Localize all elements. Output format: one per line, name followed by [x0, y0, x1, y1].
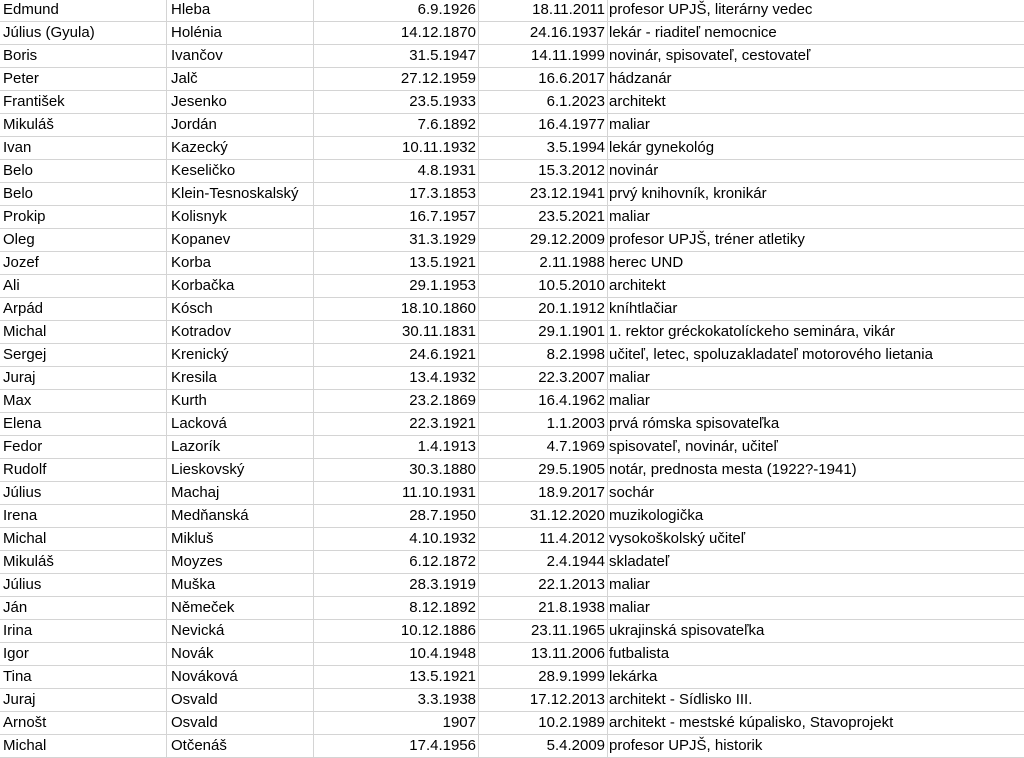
table-row: [0, 298, 1024, 321]
cell-death-date[interactable]: 10.2.1989: [538, 714, 605, 731]
table-row: [0, 390, 1024, 413]
table-row: [0, 413, 1024, 436]
cell-occupation[interactable]: prvý knihovník, kronikár: [609, 185, 767, 202]
cell-first-name[interactable]: František: [3, 93, 65, 110]
cell-first-name[interactable]: Sergej: [3, 346, 47, 363]
cell-birth-date[interactable]: 8.12.1892: [409, 599, 476, 616]
cell-first-name[interactable]: Arpád: [3, 300, 44, 317]
cell-last-name[interactable]: Korba: [171, 254, 212, 271]
cell-first-name[interactable]: Mikuláš: [3, 553, 54, 570]
cell-first-name[interactable]: Oleg: [3, 231, 35, 248]
table-row: [0, 206, 1024, 229]
table-row: [0, 252, 1024, 275]
table-row: [0, 482, 1024, 505]
cell-first-name[interactable]: Igor: [3, 645, 29, 662]
cell-first-name[interactable]: Elena: [3, 415, 42, 432]
cell-occupation[interactable]: novinár, spisovateľ, cestovateľ: [609, 47, 811, 64]
cell-occupation[interactable]: vysokoškolský učiteľ: [609, 530, 746, 547]
cell-first-name[interactable]: Jozef: [3, 254, 39, 271]
cell-birth-date[interactable]: 6.12.1872: [409, 553, 476, 570]
cell-occupation[interactable]: futbalista: [609, 645, 670, 662]
cell-death-date[interactable]: 3.5.1994: [546, 139, 605, 156]
cell-birth-date[interactable]: 17.4.1956: [409, 737, 476, 754]
cell-occupation[interactable]: maliar: [609, 116, 650, 133]
cell-occupation[interactable]: ukrajinská spisovateľka: [609, 622, 765, 639]
cell-death-date[interactable]: 16.6.2017: [538, 70, 605, 87]
cell-occupation[interactable]: skladateľ: [609, 553, 670, 570]
cell-last-name[interactable]: Kósch: [171, 300, 213, 317]
cell-last-name[interactable]: Kazecký: [171, 139, 228, 156]
cell-occupation[interactable]: novinár: [609, 162, 659, 179]
table-row: [0, 666, 1024, 689]
cell-occupation[interactable]: herec UND: [609, 254, 684, 271]
cell-first-name[interactable]: Ivan: [3, 139, 32, 156]
cell-birth-date[interactable]: 24.6.1921: [409, 346, 476, 363]
cell-last-name[interactable]: Jalč: [171, 70, 198, 87]
cell-death-date[interactable]: 16.4.1977: [538, 116, 605, 133]
cell-occupation[interactable]: maliar: [609, 392, 650, 409]
cell-first-name[interactable]: Peter: [3, 70, 39, 87]
cell-occupation[interactable]: spisovateľ, novinár, učiteľ: [609, 438, 778, 455]
table-row: [0, 643, 1024, 666]
cell-first-name[interactable]: Juraj: [3, 369, 36, 386]
cell-last-name[interactable]: Osvald: [171, 714, 218, 731]
cell-first-name[interactable]: Ján: [3, 599, 28, 616]
cell-occupation[interactable]: lekárka: [609, 668, 658, 685]
cell-occupation[interactable]: maliar: [609, 599, 650, 616]
cell-occupation[interactable]: lekár - riaditeľ nemocnice: [609, 24, 777, 41]
cell-first-name[interactable]: Mikuláš: [3, 116, 54, 133]
cell-death-date[interactable]: 13.11.2006: [531, 645, 605, 662]
cell-last-name[interactable]: Holénia: [171, 24, 222, 41]
cell-last-name[interactable]: Keseličko: [171, 162, 236, 179]
cell-death-date[interactable]: 20.1.1912: [538, 300, 605, 317]
cell-death-date[interactable]: 22.1.2013: [538, 576, 605, 593]
cell-birth-date[interactable]: 10.12.1886: [400, 622, 476, 639]
cell-birth-date[interactable]: 18.10.1860: [400, 300, 476, 317]
cell-birth-date[interactable]: 30.11.1831: [402, 323, 476, 340]
cell-birth-date[interactable]: 1907: [442, 714, 476, 731]
cell-last-name[interactable]: Moyzes: [171, 553, 223, 570]
cell-death-date[interactable]: 16.4.1962: [538, 392, 605, 409]
cell-last-name[interactable]: Medňanská: [171, 507, 249, 524]
cell-last-name[interactable]: Nevická: [171, 622, 225, 639]
cell-last-name[interactable]: Lacková: [171, 415, 227, 432]
cell-death-date[interactable]: 10.5.2010: [538, 277, 605, 294]
cell-death-date[interactable]: 21.8.1938: [538, 599, 605, 616]
cell-birth-date[interactable]: 16.7.1957: [409, 208, 476, 225]
cell-death-date[interactable]: 29.5.1905: [538, 461, 605, 478]
cell-first-name[interactable]: Prokip: [3, 208, 46, 225]
table-row: [0, 344, 1024, 367]
cell-occupation[interactable]: architekt - mestské kúpalisko, Stavoprojekt: [609, 714, 894, 731]
cell-first-name[interactable]: Michal: [3, 323, 47, 340]
cell-death-date[interactable]: 5.4.2009: [546, 737, 605, 754]
cell-first-name[interactable]: Július: [3, 576, 42, 593]
cell-death-date[interactable]: 22.3.2007: [538, 369, 605, 386]
cell-birth-date[interactable]: 17.3.1853: [409, 185, 476, 202]
cell-birth-date[interactable]: 13.5.1921: [409, 668, 476, 685]
cell-occupation[interactable]: maliar: [609, 369, 650, 386]
cell-birth-date[interactable]: 28.3.1919: [409, 576, 476, 593]
cell-death-date[interactable]: 18.9.2017: [538, 484, 605, 501]
cell-death-date[interactable]: 23.12.1941: [529, 185, 605, 202]
cell-occupation[interactable]: profesor UPJŠ, literárny vedec: [609, 1, 813, 18]
cell-occupation[interactable]: učiteľ, letec, spoluzakladateľ motorového lietania: [609, 346, 933, 363]
cell-birth-date[interactable]: 29.1.1953: [409, 277, 476, 294]
table-row: [0, 505, 1024, 528]
cell-occupation[interactable]: maliar: [609, 576, 650, 593]
cell-first-name[interactable]: Michal: [3, 530, 47, 547]
cell-birth-date[interactable]: 1.4.1913: [417, 438, 476, 455]
cell-last-name[interactable]: Kresila: [171, 369, 217, 386]
table-row: [0, 183, 1024, 206]
cell-birth-date[interactable]: 30.3.1880: [409, 461, 476, 478]
table-row: [0, 689, 1024, 712]
table-row: [0, 574, 1024, 597]
cell-birth-date[interactable]: 27.12.1959: [400, 70, 476, 87]
cell-last-name[interactable]: Korbačka: [171, 277, 235, 294]
cell-last-name[interactable]: Hleba: [171, 1, 211, 18]
cell-first-name[interactable]: Július: [3, 484, 42, 501]
table-row: [0, 45, 1024, 68]
cell-last-name[interactable]: Novák: [171, 645, 214, 662]
cell-last-name[interactable]: Krenický: [171, 346, 229, 363]
cell-last-name[interactable]: Kurth: [171, 392, 207, 409]
cell-death-date[interactable]: 15.3.2012: [538, 162, 605, 179]
cell-death-date[interactable]: 6.1.2023: [546, 93, 605, 110]
cell-first-name[interactable]: Boris: [3, 47, 38, 64]
cell-last-name[interactable]: Kopanev: [171, 231, 231, 248]
cell-last-name[interactable]: Klein-Tesnoskalský: [171, 185, 299, 202]
table-row: [0, 275, 1024, 298]
table-row: [0, 367, 1024, 390]
table-row: [0, 160, 1024, 183]
cell-first-name[interactable]: Belo: [3, 162, 34, 179]
table-row: [0, 459, 1024, 482]
cell-last-name[interactable]: Jesenko: [171, 93, 227, 110]
cell-birth-date[interactable]: 4.8.1931: [417, 162, 476, 179]
cell-death-date[interactable]: 14.11.1999: [531, 47, 605, 64]
table-row: [0, 597, 1024, 620]
table-row: [0, 229, 1024, 252]
cell-occupation[interactable]: architekt: [609, 93, 666, 110]
cell-occupation[interactable]: hádzanár: [609, 70, 672, 87]
cell-occupation[interactable]: sochár: [609, 484, 655, 501]
cell-last-name[interactable]: Machaj: [171, 484, 220, 501]
table-row: [0, 620, 1024, 643]
cell-death-date[interactable]: 29.1.1901: [538, 323, 605, 340]
cell-birth-date[interactable]: 11.10.1931: [402, 484, 476, 501]
cell-first-name[interactable]: Fedor: [3, 438, 43, 455]
cell-birth-date[interactable]: 10.4.1948: [409, 645, 476, 662]
cell-birth-date[interactable]: 22.3.1921: [409, 415, 476, 432]
cell-death-date[interactable]: 2.4.1944: [546, 553, 605, 570]
cell-death-date[interactable]: 28.9.1999: [538, 668, 605, 685]
cell-birth-date[interactable]: 14.12.1870: [400, 24, 476, 41]
cell-death-date[interactable]: 23.5.2021: [538, 208, 605, 225]
cell-birth-date[interactable]: 28.7.1950: [409, 507, 476, 524]
cell-occupation[interactable]: lekár gynekológ: [609, 139, 715, 156]
cell-birth-date[interactable]: 3.3.1938: [417, 691, 476, 708]
cell-birth-date[interactable]: 13.4.1932: [409, 369, 476, 386]
table-row: [0, 528, 1024, 551]
cell-occupation[interactable]: muzikologička: [609, 507, 704, 524]
cell-birth-date[interactable]: 23.2.1869: [409, 392, 476, 409]
cell-occupation[interactable]: kníhtlačiar: [609, 300, 678, 317]
cell-first-name[interactable]: Max: [3, 392, 32, 409]
table-row: [0, 68, 1024, 91]
cell-birth-date[interactable]: 31.3.1929: [409, 231, 476, 248]
cell-occupation[interactable]: prvá rómska spisovateľka: [609, 415, 780, 432]
cell-occupation[interactable]: architekt: [609, 277, 666, 294]
cell-first-name[interactable]: Július (Gyula): [3, 24, 95, 41]
cell-occupation[interactable]: notár, prednosta mesta (1922?-1941): [609, 461, 857, 478]
table-row: [0, 551, 1024, 574]
cell-last-name[interactable]: Mikluš: [171, 530, 214, 547]
cell-last-name[interactable]: Muška: [171, 576, 216, 593]
table-row: [0, 321, 1024, 344]
cell-first-name[interactable]: Michal: [3, 737, 47, 754]
table-row: [0, 0, 1024, 22]
cell-occupation[interactable]: profesor UPJŠ, tréner atletiky: [609, 231, 805, 248]
cell-last-name[interactable]: Osvald: [171, 691, 218, 708]
cell-last-name[interactable]: Otčenáš: [171, 737, 227, 754]
cell-first-name[interactable]: Irina: [3, 622, 33, 639]
table-row: [0, 735, 1024, 758]
cell-birth-date[interactable]: 7.6.1892: [417, 116, 476, 133]
cell-first-name[interactable]: Belo: [3, 185, 34, 202]
cell-death-date[interactable]: 17.12.2013: [529, 691, 605, 708]
cell-occupation[interactable]: architekt - Sídlisko III.: [609, 691, 753, 708]
cell-death-date[interactable]: 31.12.2020: [529, 507, 605, 524]
table-row: [0, 91, 1024, 114]
table-row: [0, 114, 1024, 137]
cell-death-date[interactable]: 4.7.1969: [546, 438, 605, 455]
cell-birth-date[interactable]: 31.5.1947: [409, 47, 476, 64]
cell-last-name[interactable]: Kolisnyk: [171, 208, 227, 225]
cell-last-name[interactable]: Němeček: [171, 599, 235, 616]
cell-birth-date[interactable]: 13.5.1921: [409, 254, 476, 271]
cell-death-date[interactable]: 23.11.1965: [531, 622, 605, 639]
cell-occupation[interactable]: profesor UPJŠ, historik: [609, 737, 763, 754]
cell-first-name[interactable]: Tina: [3, 668, 32, 685]
cell-death-date[interactable]: 2.11.1988: [539, 254, 605, 271]
cell-first-name[interactable]: Irena: [3, 507, 38, 524]
cell-death-date[interactable]: 11.4.2012: [539, 530, 605, 547]
cell-first-name[interactable]: Juraj: [3, 691, 36, 708]
cell-birth-date[interactable]: 4.10.1932: [409, 530, 476, 547]
cell-last-name[interactable]: Jordán: [171, 116, 217, 133]
table-row: [0, 22, 1024, 45]
cell-last-name[interactable]: Lazorík: [171, 438, 221, 455]
cell-death-date[interactable]: 18.11.2011: [532, 1, 605, 18]
cell-first-name[interactable]: Rudolf: [3, 461, 47, 478]
cell-birth-date[interactable]: 6.9.1926: [417, 1, 476, 18]
cell-last-name[interactable]: Lieskovský: [171, 461, 245, 478]
cell-death-date[interactable]: 29.12.2009: [529, 231, 605, 248]
cell-last-name[interactable]: Nováková: [171, 668, 238, 685]
cell-last-name[interactable]: Kotradov: [171, 323, 232, 340]
cell-first-name[interactable]: Ali: [3, 277, 20, 294]
cell-occupation[interactable]: maliar: [609, 208, 650, 225]
cell-death-date[interactable]: 8.2.1998: [546, 346, 605, 363]
cell-birth-date[interactable]: 23.5.1933: [409, 93, 476, 110]
cell-birth-date[interactable]: 10.11.1932: [402, 139, 476, 156]
cell-last-name[interactable]: Ivančov: [171, 47, 223, 64]
cell-occupation[interactable]: 1. rektor gréckokatolíckeho seminára, vikár: [609, 323, 895, 340]
cell-first-name[interactable]: Arnošt: [3, 714, 47, 731]
cell-death-date[interactable]: 1.1.2003: [546, 415, 605, 432]
cell-first-name[interactable]: Edmund: [3, 1, 59, 18]
table-row: [0, 137, 1024, 160]
table-row: [0, 436, 1024, 459]
table-row: [0, 712, 1024, 735]
cell-death-date[interactable]: 24.16.1937: [529, 24, 605, 41]
